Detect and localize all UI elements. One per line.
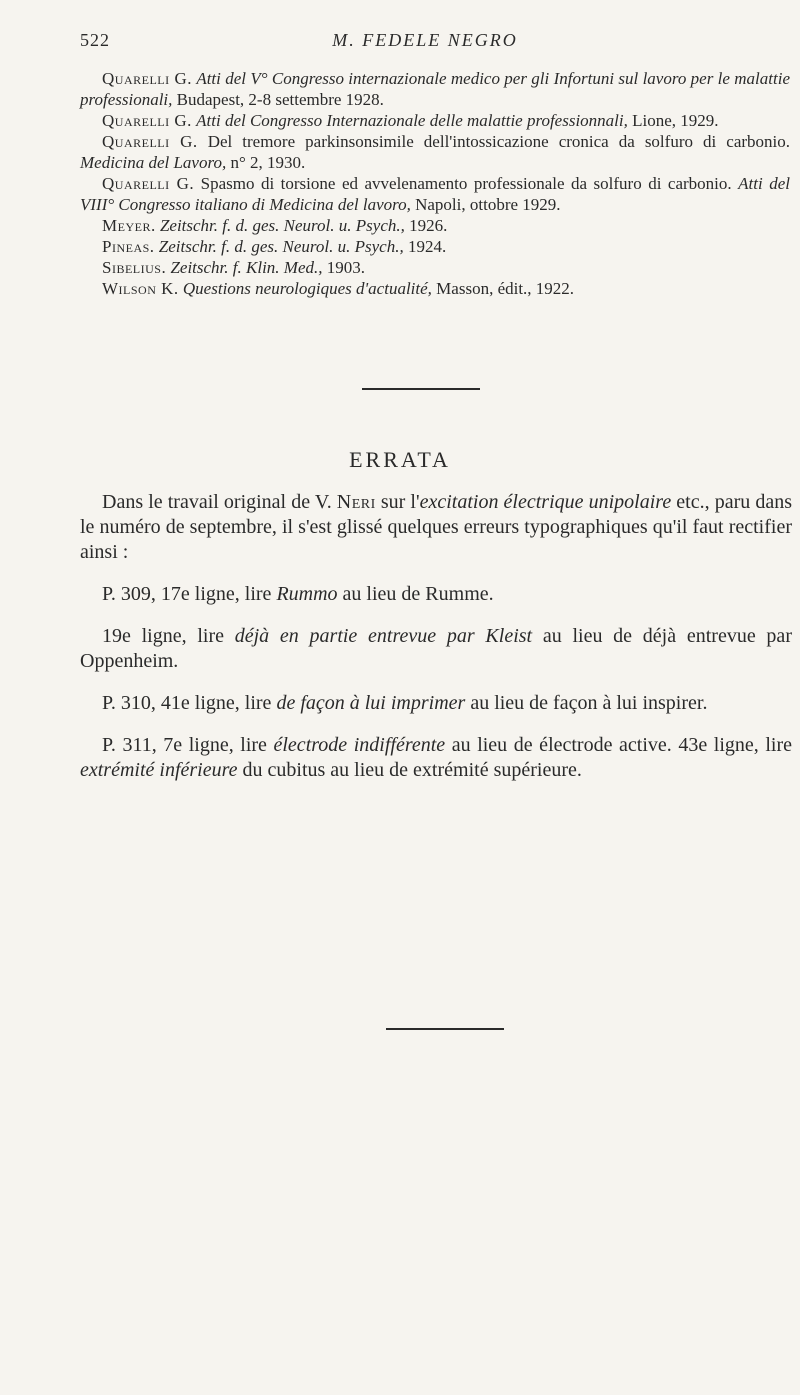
reference-author: Quarelli G. [102, 111, 192, 130]
reference-item [80, 110, 790, 131]
reference-details: n° 2, 1930. [226, 153, 306, 172]
errata-text: 19e ligne, lire [102, 625, 235, 647]
errata-text: Dans le travail original de V. [102, 491, 337, 513]
errata-text: etc., paru dans le numéro de septembre, il s'est glissé quelques erreurs typographiques qu'il faut rectifier ainsi : [80, 491, 792, 563]
reference-author: Quarelli G. [102, 69, 192, 88]
page-header [80, 30, 770, 60]
reference-author: Quarelli G. [102, 174, 195, 193]
reference-author: Sibelius. [102, 258, 167, 277]
reference-title: Atti del V° Congresso internazionale medico per gli Infortuni sul lavoro per le malattie professionali, [80, 69, 790, 109]
reference-details: Lione, 1929. [627, 111, 719, 130]
errata-correct-term: de façon à lui imprimer [276, 692, 466, 714]
reference-title: Atti del VIII° Congresso italiano di Medicina del lavoro, [80, 174, 790, 214]
page-number: 522 [80, 30, 110, 50]
errata-text: au lieu de déjà entrevue par Oppenheim. [80, 625, 792, 672]
errata-intro [80, 490, 792, 565]
reference-details: 1924. [403, 237, 447, 256]
reference-author: Wilson K. [102, 279, 179, 298]
errata-correction [80, 691, 792, 716]
errata-correct-term: déjà en partie entrevue par Kleist [234, 625, 533, 647]
reference-list [80, 68, 790, 299]
reference-title: Zeitschr. f. d. ges. Neurol. u. Psych., [158, 237, 404, 256]
errata-correct-term: extrémité inférieure [80, 759, 238, 781]
reference-author: Meyer. [102, 216, 156, 235]
running-head: M. FEDELE NEGRO [332, 30, 518, 50]
reference-details: Budapest, 2-8 settembre 1928. [172, 90, 384, 109]
errata-correction [80, 582, 792, 607]
errata-text: au lieu de Rumme. [337, 583, 494, 605]
reference-item [80, 215, 790, 236]
errata-text: du cubitus au lieu de extrémité supérieure. [237, 759, 582, 781]
reference-details: 1903. [322, 258, 366, 277]
reference-title: Zeitschr. f. d. ges. Neurol. u. Psych., [159, 216, 405, 235]
reference-title: Medicina del Lavoro, [80, 153, 227, 172]
reference-author: Quarelli G. [102, 132, 198, 151]
closing-divider [386, 1028, 504, 1030]
errata-body [80, 490, 792, 800]
errata-correct-term: Rummo [276, 583, 338, 605]
errata-text: au lieu de électrode active. 43e ligne, lire [445, 734, 792, 756]
reference-item [80, 257, 790, 278]
reference-details: 1926. [404, 216, 448, 235]
errata-correction [80, 733, 792, 783]
errata-correction [80, 624, 792, 674]
reference-details: Napoli, ottobre 1929. [410, 195, 561, 214]
errata-text: P. 310, 41e ligne, lire [102, 692, 277, 714]
errata-author: Neri [336, 491, 376, 513]
reference-title: Questions neurologiques d'actualité, [182, 279, 432, 298]
reference-text: Spasmo di torsione ed avvelenamento professionale da solfuro di carbonio. [194, 174, 739, 193]
section-divider [362, 388, 480, 390]
reference-title: Atti del Congresso Internazionale delle malattie professionnali, [196, 111, 628, 130]
errata-text: P. 309, 17e ligne, lire [102, 583, 277, 605]
reference-item [80, 131, 790, 173]
errata-heading: ERRATA [349, 447, 451, 472]
reference-details: Masson, édit., 1922. [431, 279, 575, 298]
errata-text: sur l' [375, 491, 420, 513]
errata-text: P. 311, 7e ligne, lire [102, 734, 274, 756]
reference-item [80, 173, 790, 215]
errata-correct-term: électrode indifférente [273, 734, 446, 756]
errata-work-title: excitation électrique unipolaire [419, 491, 672, 513]
reference-author: Pineas. [102, 237, 155, 256]
reference-title: Zeitschr. f. Klin. Med., [170, 258, 323, 277]
reference-text: Del tremore parkinsonsimile dell'intossicazione cronica da solfuro di carbonio. [197, 132, 790, 151]
reference-item [80, 68, 790, 110]
reference-item [80, 236, 790, 257]
reference-item [80, 278, 790, 299]
errata-text: au lieu de façon à lui inspirer. [465, 692, 708, 714]
